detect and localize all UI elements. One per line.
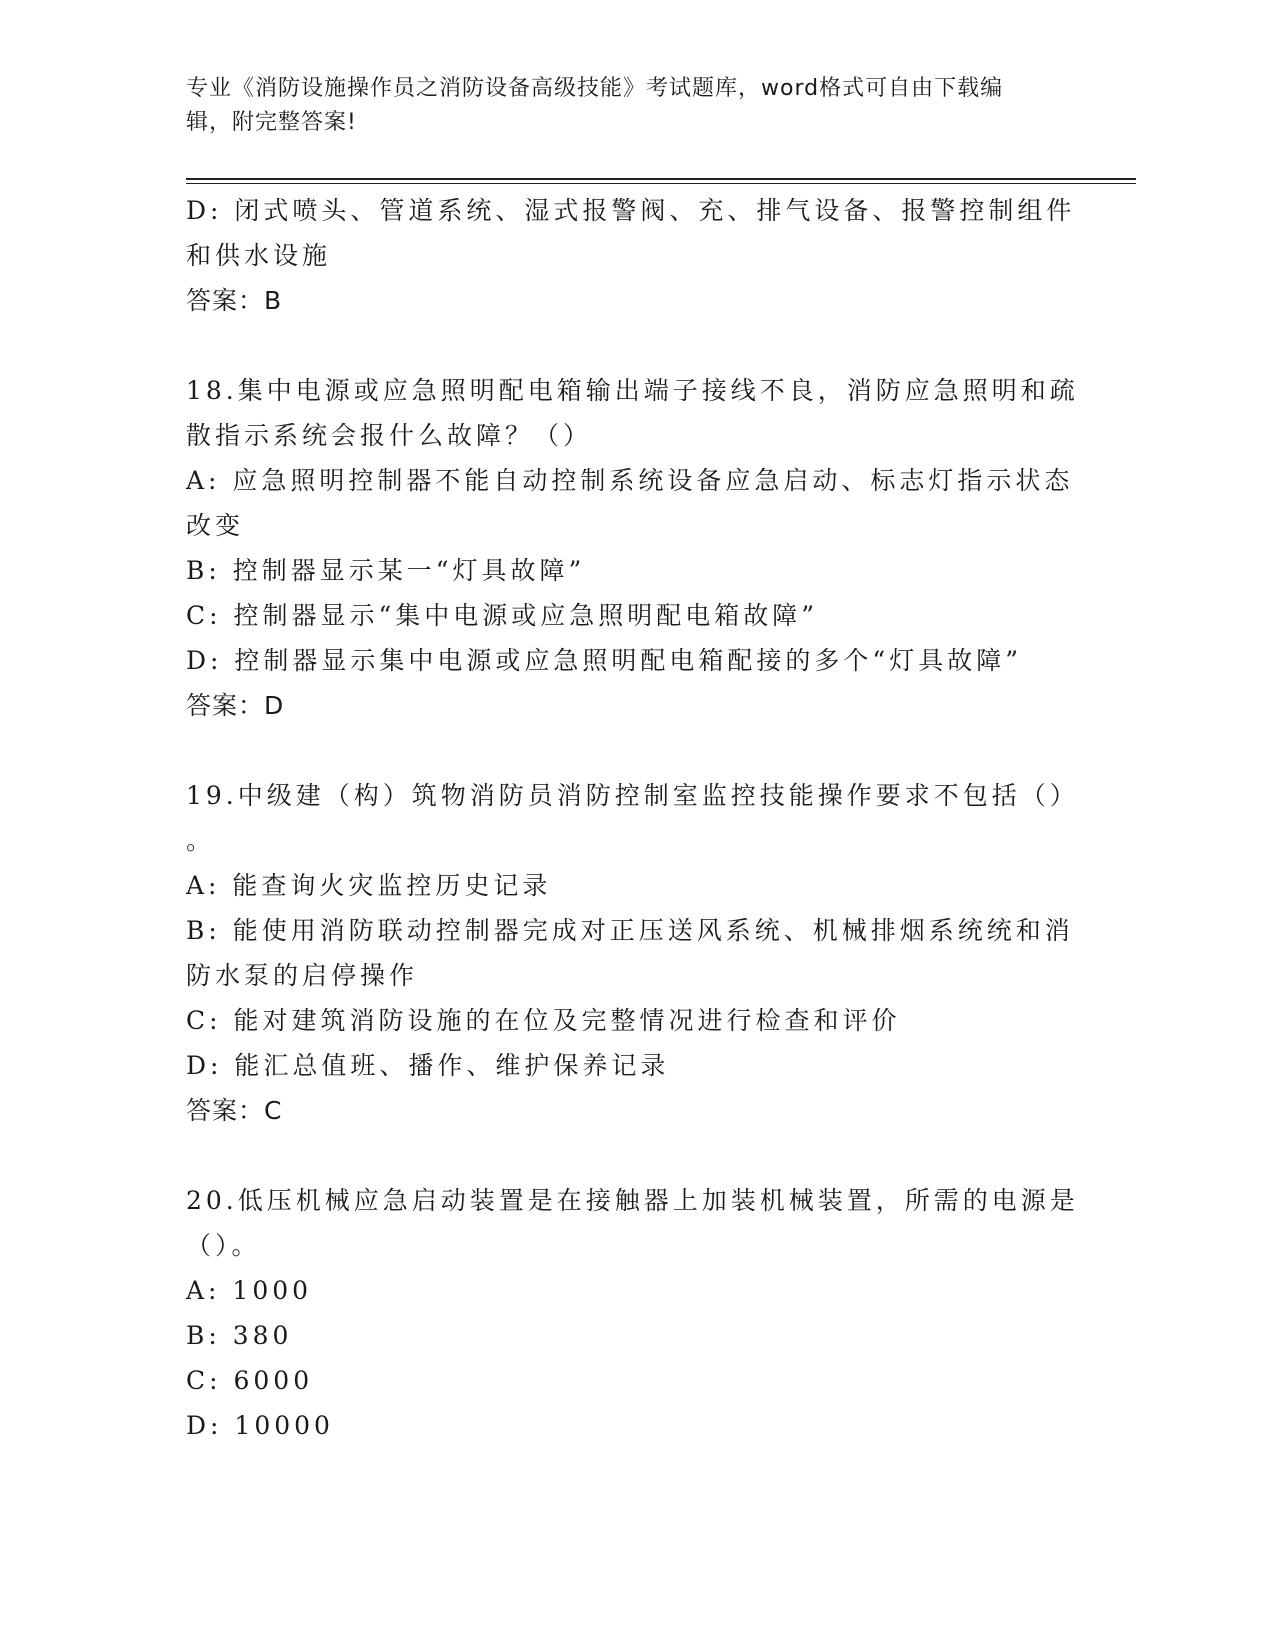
q18-answer: 答案：D — [186, 691, 285, 720]
q19-option-c: C: 能对建筑消防设施的在位及完整情况进行检查和评价 — [186, 1006, 901, 1035]
q17-option-d-line-2: 和供水设施 — [186, 241, 332, 270]
q20-option-b: B: 380 — [186, 1321, 293, 1350]
question-spacer — [186, 323, 1066, 368]
q19-stem-line-1: 19.中级建（构）筑物消防员消防控制室监控技能操作要求不包括（） — [186, 781, 1079, 810]
q18-option-d: D: 控制器显示集中电源或应急照明配电箱配接的多个“灯具故障” — [186, 646, 1022, 675]
q17-option-d-line-1: D: 闭式喷头、管道系统、湿式报警阀、充、排气设备、报警控制组件 — [186, 196, 1076, 225]
header-rule-thin — [186, 183, 1136, 184]
header-line-1: 专业《消防设施操作员之消防设备高级技能》考试题库，word格式可自由下载编 — [186, 76, 1004, 101]
header-rule-thick — [186, 178, 1136, 180]
q20-option-d: D: 10000 — [186, 1411, 334, 1440]
q18-option-c: C: 控制器显示“集中电源或应急照明配电箱故障” — [186, 601, 819, 630]
q20-option-a: A: 1000 — [186, 1276, 313, 1305]
q20-stem-line-1: 20.低压机械应急启动装置是在接触器上加装机械装置，所需的电源是 — [186, 1186, 1079, 1215]
q19-option-a: A: 能查询火灾监控历史记录 — [186, 871, 552, 900]
question-spacer — [186, 728, 1066, 773]
question-17 — [186, 188, 1076, 323]
question-spacer — [186, 1133, 1066, 1178]
header-line-2: 辑，附完整答案! — [186, 110, 357, 135]
q20-stem-line-2: （）。 — [186, 1231, 261, 1260]
q18-option-a-line-1: A: 应急照明控制器不能自动控制系统设备应急启动、标志灯指示状态 — [186, 466, 1074, 495]
question-20 — [186, 1178, 1079, 1448]
q18-stem-line-2: 散指示系统会报什么故障？（） — [186, 421, 593, 450]
q19-option-b-line-2: 防水泵的启停操作 — [186, 961, 419, 990]
q18-option-a-line-2: 改变 — [186, 511, 245, 540]
q19-option-d: D: 能汇总值班、播作、维护保养记录 — [186, 1051, 670, 1080]
question-19 — [186, 773, 1079, 1133]
question-list — [186, 188, 1079, 1448]
q19-option-b-line-1: B: 能使用消防联动控制器完成对正压送风系统、机械排烟系统统和消 — [186, 916, 1074, 945]
q19-stem-line-2: 。 — [186, 826, 216, 855]
q20-option-c: C: 6000 — [186, 1366, 314, 1395]
page-header — [186, 72, 1066, 140]
q19-answer: 答案：C — [186, 1096, 283, 1125]
q18-stem-line-1: 18.集中电源或应急照明配电箱输出端子接线不良，消防应急照明和疏 — [186, 376, 1079, 405]
q18-option-b: B: 控制器显示某一“灯具故障” — [186, 556, 586, 585]
q17-answer: 答案：B — [186, 286, 283, 315]
question-18 — [186, 368, 1079, 728]
